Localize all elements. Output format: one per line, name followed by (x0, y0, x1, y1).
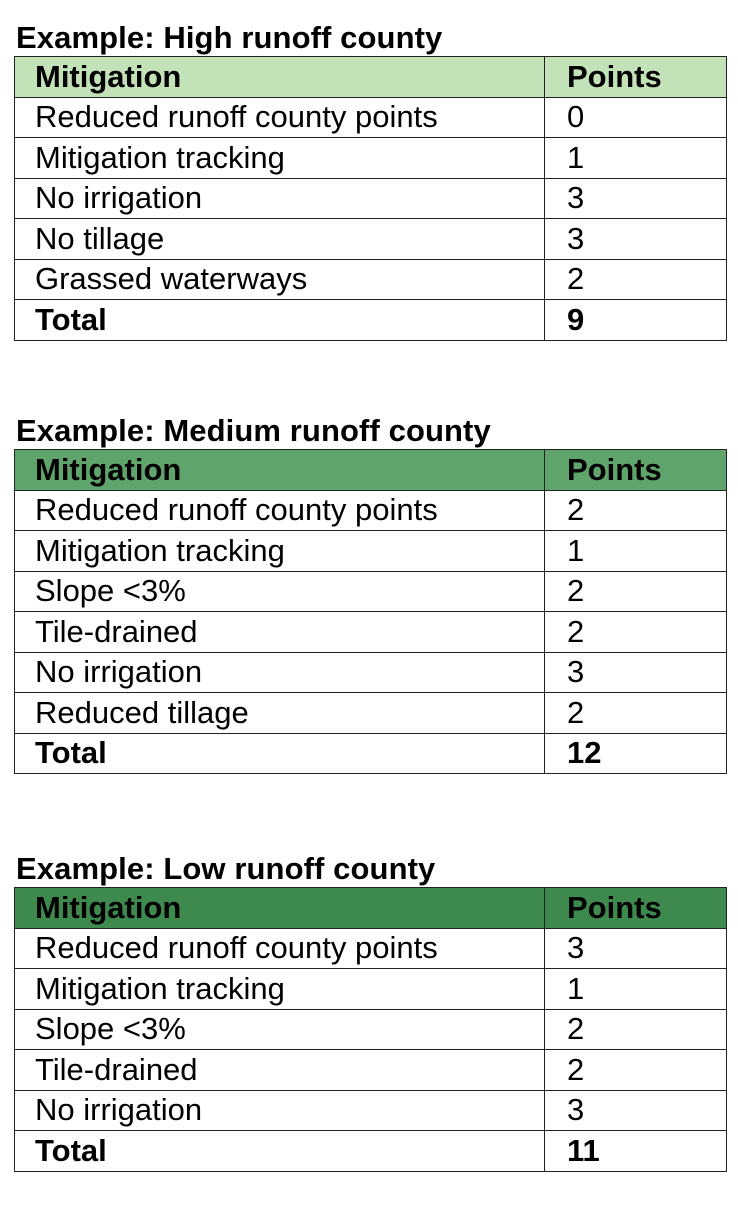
high-runoff-example (14, 20, 727, 341)
high-runoff-title: Example: High runoff county (16, 20, 443, 55)
table-header-row (15, 57, 727, 98)
points-cell: 2 (545, 693, 727, 734)
points-cell: 2 (545, 259, 727, 300)
mitigation-cell: Slope <3% (15, 1009, 545, 1050)
mitigation-cell: Mitigation tracking (15, 531, 545, 572)
total-value: 9 (545, 300, 727, 341)
medium-runoff-title: Example: Medium runoff county (16, 413, 491, 448)
points-column-header: Points (545, 450, 727, 491)
total-value: 12 (545, 733, 727, 774)
medium-runoff-example (14, 413, 727, 774)
high-runoff-table (14, 56, 727, 341)
table-header-row (15, 450, 727, 491)
mitigation-column-header: Mitigation (15, 57, 545, 98)
table-row (15, 1050, 727, 1091)
points-cell: 3 (545, 219, 727, 260)
points-cell: 3 (545, 178, 727, 219)
mitigation-cell: No irrigation (15, 178, 545, 219)
mitigation-cell: Reduced tillage (15, 693, 545, 734)
points-cell: 3 (545, 1090, 727, 1131)
mitigation-cell: Mitigation tracking (15, 138, 545, 179)
table-row (15, 652, 727, 693)
total-label: Total (15, 733, 545, 774)
mitigation-cell: No irrigation (15, 652, 545, 693)
total-label: Total (15, 300, 545, 341)
medium-runoff-table (14, 449, 727, 774)
points-column-header: Points (545, 888, 727, 929)
points-cell: 3 (545, 928, 727, 969)
mitigation-cell: Tile-drained (15, 1050, 545, 1091)
low-runoff-title: Example: Low runoff county (16, 851, 436, 886)
table-row (15, 138, 727, 179)
points-cell: 0 (545, 97, 727, 138)
table-row (15, 693, 727, 734)
total-label: Total (15, 1131, 545, 1172)
mitigation-cell: Slope <3% (15, 571, 545, 612)
table-row (15, 928, 727, 969)
points-cell: 2 (545, 1050, 727, 1091)
table-row (15, 219, 727, 260)
mitigation-cell: Grassed waterways (15, 259, 545, 300)
table-row (15, 259, 727, 300)
table-row (15, 571, 727, 612)
mitigation-cell: No tillage (15, 219, 545, 260)
low-runoff-example (14, 851, 727, 1172)
table-row (15, 97, 727, 138)
points-cell: 2 (545, 490, 727, 531)
points-column-header: Points (545, 57, 727, 98)
mitigation-cell: Mitigation tracking (15, 969, 545, 1010)
table-row (15, 490, 727, 531)
table-row (15, 1009, 727, 1050)
total-value: 11 (545, 1131, 727, 1172)
mitigation-column-header: Mitigation (15, 888, 545, 929)
points-cell: 2 (545, 612, 727, 653)
mitigation-cell: Reduced runoff county points (15, 97, 545, 138)
total-row (15, 300, 727, 341)
mitigation-cell: No irrigation (15, 1090, 545, 1131)
points-cell: 3 (545, 652, 727, 693)
mitigation-cell: Reduced runoff county points (15, 490, 545, 531)
points-cell: 1 (545, 138, 727, 179)
mitigation-cell: Tile-drained (15, 612, 545, 653)
total-row (15, 1131, 727, 1172)
points-cell: 1 (545, 969, 727, 1010)
points-cell: 1 (545, 531, 727, 572)
table-row (15, 612, 727, 653)
low-runoff-table (14, 887, 727, 1172)
mitigation-column-header: Mitigation (15, 450, 545, 491)
table-header-row (15, 888, 727, 929)
table-row (15, 1090, 727, 1131)
total-row (15, 733, 727, 774)
table-row (15, 969, 727, 1010)
table-row (15, 178, 727, 219)
mitigation-cell: Reduced runoff county points (15, 928, 545, 969)
points-cell: 2 (545, 1009, 727, 1050)
table-row (15, 531, 727, 572)
points-cell: 2 (545, 571, 727, 612)
